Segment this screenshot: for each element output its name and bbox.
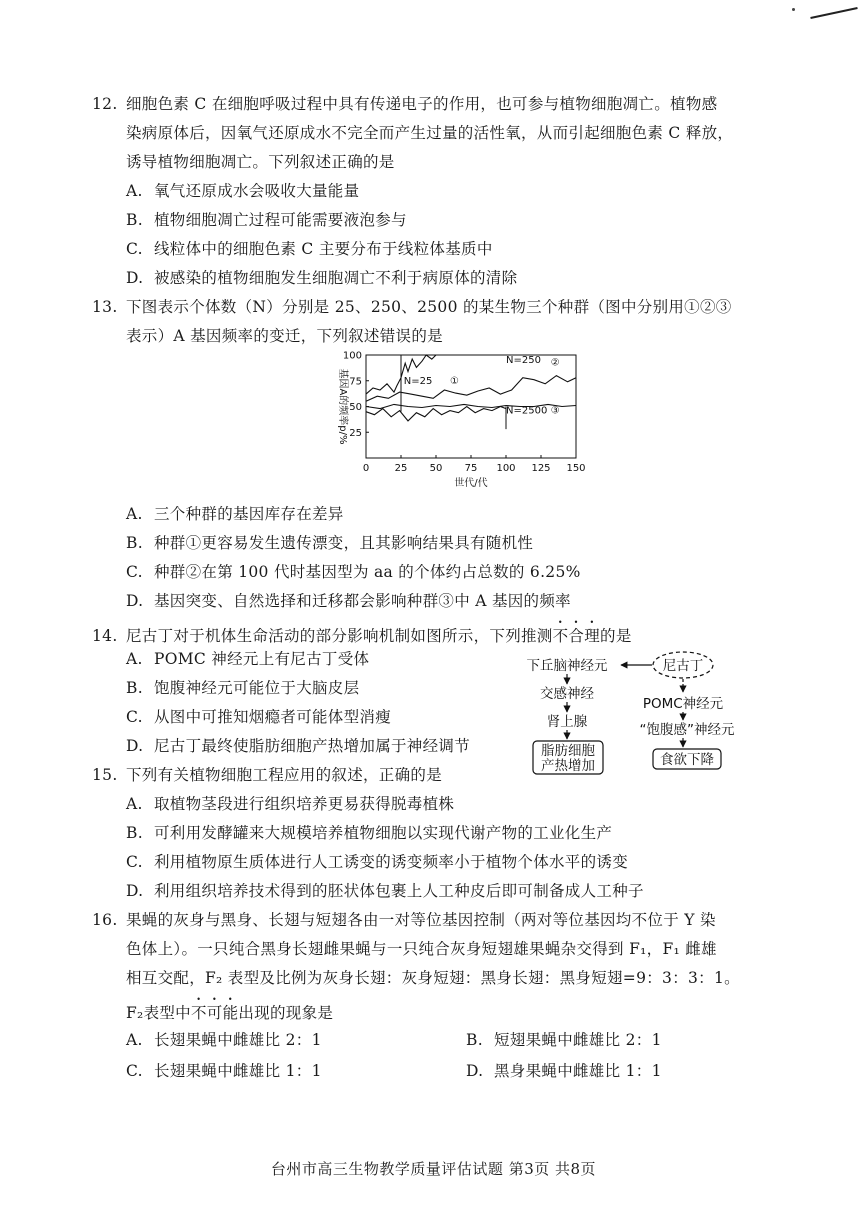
series-line-4	[366, 407, 506, 421]
emphasis-text: 不可能	[190, 1004, 239, 1022]
y-axis-label: 基因A的频率p/%	[337, 368, 348, 445]
q16-option-a: A. 长翅果蝇中雌雄比 2：1	[126, 1031, 322, 1049]
question-number: 12.	[92, 95, 118, 113]
y-tick-label: 50	[349, 402, 362, 413]
q16-stem-line3: 相互交配，F₂ 表型及比例为灰身长翅：灰身短翅：黑身长翅：黑身短翅=9：3：3：1。	[126, 969, 740, 987]
q12-option-a: A. 氧气还原成水会吸收大量能量	[126, 182, 360, 200]
pomc-label: POMC神经元	[642, 696, 724, 712]
q13-option-b: B. 种群①更容易发生遗传漂变，且其影响结果具有随机性	[126, 534, 534, 552]
gene-frequency-chart	[330, 345, 590, 495]
y-tick-label: 100	[342, 350, 362, 362]
question-number: 13.	[92, 298, 118, 316]
q15-option-d: D. 利用组织培养技术得到的胚状体包裹上人工种皮后即可制备成人工种子	[126, 882, 644, 900]
q12-stem-line3: 诱导植物细胞凋亡。下列叙述正确的是	[126, 153, 395, 171]
q16-option-b: B. 短翅果蝇中雌雄比 2：1	[466, 1031, 662, 1049]
sympathetic-label: 交感神经	[540, 686, 594, 702]
q14-option-c: C. 从图中可推知烟瘾者可能体型消瘦	[126, 708, 392, 726]
q13-stem-line2: 表示）A 基因频率的变迁，下列叙述错误的是	[126, 327, 443, 345]
x-tick-label: 25	[394, 463, 408, 474]
nicotine-label: 尼古丁	[662, 658, 704, 674]
satiety-label: “饱腹感”神经元	[639, 722, 735, 738]
y-tick-label: 25	[349, 427, 362, 439]
x-tick-label: 75	[464, 463, 478, 474]
q14-option-d: D. 尼古丁最终使脂肪细胞产热增加属于神经调节	[126, 737, 471, 755]
q16-stem-line1: 16. 果蝇的灰身与黑身、长翅与短翅各由一对等位基因控制（两对等位基因均不位于 Y 染	[92, 911, 716, 929]
appetite-label: 食欲下降	[660, 752, 714, 768]
q12-stem-line2: 染病原体后，因氧气还原成水不完全而产生过量的活性氧，从而引起细胞色素 C 释放，	[126, 124, 734, 142]
x-tick-label: 50	[429, 463, 443, 474]
question-number: 14.	[92, 627, 118, 645]
heat-increase-label: 产热增加	[541, 758, 595, 774]
q14-option-b: B. 饱腹神经元可能位于大脑皮层	[126, 679, 360, 697]
series-annotation: N=2500	[506, 405, 548, 417]
emphasis-text: 不合理	[552, 627, 601, 645]
x-tick-label: 125	[531, 463, 551, 474]
x-axis-label: 世代/代	[454, 478, 488, 489]
scan-mark	[810, 7, 857, 19]
question-number: 15.	[92, 766, 118, 784]
x-tick-label: 150	[566, 463, 586, 474]
q15-option-a: A. 取植物茎段进行组织培养更易获得脱毒植株	[126, 795, 455, 813]
q12-option-d: D. 被感染的植物细胞发生细胞凋亡不利于病原体的清除	[126, 269, 518, 287]
q12-option-c: C. 线粒体中的细胞色素 C 主要分布于线粒体基质中	[126, 240, 493, 258]
question-number: 16.	[92, 911, 118, 929]
nicotine-mechanism-diagram	[515, 648, 765, 778]
q12-stem-line1: 12. 细胞色素 C 在细胞呼吸过程中具有传递电子的作用，也可参与植物细胞凋亡。植物感	[92, 95, 718, 113]
q13-option-c: C. 种群②在第 100 代时基因型为 aa 的个体约占总数的 6.25%	[126, 563, 581, 581]
series-annotation: ①	[450, 375, 459, 387]
q13-option-d: D. 基因突变、自然选择和迁移都会影响种群③中 A 基因的频率	[126, 592, 571, 610]
y-tick-label: 75	[349, 376, 362, 388]
hypothalamus-label: 下丘脑神经元	[526, 658, 608, 674]
x-tick-label: 100	[496, 463, 516, 474]
adrenal-label: 肾上腺	[546, 714, 588, 730]
q15-option-b: B. 可利用发酵罐来大规模培养植物细胞以实现代谢产物的工业化生产	[126, 824, 613, 842]
q15-stem-line1: 15. 下列有关植物细胞工程应用的叙述，正确的是	[92, 766, 443, 784]
q13-stem-line1: 13. 下图表示个体数（N）分别是 25、250、2500 的某生物三个种群（图中分别用①②③	[92, 298, 732, 316]
q15-option-c: C. 利用植物原生质体进行人工诱变的诱变频率小于植物个体水平的诱变	[126, 853, 629, 871]
series-annotation: N=25	[403, 375, 433, 387]
q16-option-c: C. 长翅果蝇中雌雄比 1：1	[126, 1062, 322, 1080]
series-line-2	[366, 376, 576, 402]
q16-stem-line4: F₂表型中不可能出现的现象是	[126, 1004, 334, 1022]
q14-option-a: A. POMC 神经元上有尼古丁受体	[126, 650, 370, 668]
q16-stem-line2: 色体上）。一只纯合黑身长翅雌果蝇与一只纯合灰身短翅雄果蝇杂交得到 F₁，F₁ 雌雄	[126, 940, 717, 958]
page-footer: 台州市高三生物教学质量评估试题 第3页 共8页	[270, 1160, 597, 1178]
q12-option-b: B. 植物细胞凋亡过程可能需要液泡参与	[126, 211, 407, 229]
series-annotation: ③	[550, 405, 560, 417]
series-annotation: N=250	[506, 355, 541, 367]
q16-option-d: D. 黑身果蝇中雌雄比 1：1	[466, 1062, 662, 1080]
q13-option-a: A. 三个种群的基因库存在差异	[126, 505, 344, 523]
fat-cell-label: 脂肪细胞	[541, 743, 595, 759]
series-annotation: ②	[550, 357, 560, 369]
q14-stem-line1: 14. 尼古丁对于机体生命活动的部分影响机制如图所示，下列推测不合理的是	[92, 627, 632, 645]
scan-mark	[792, 8, 795, 11]
x-tick-label: 0	[362, 463, 370, 474]
